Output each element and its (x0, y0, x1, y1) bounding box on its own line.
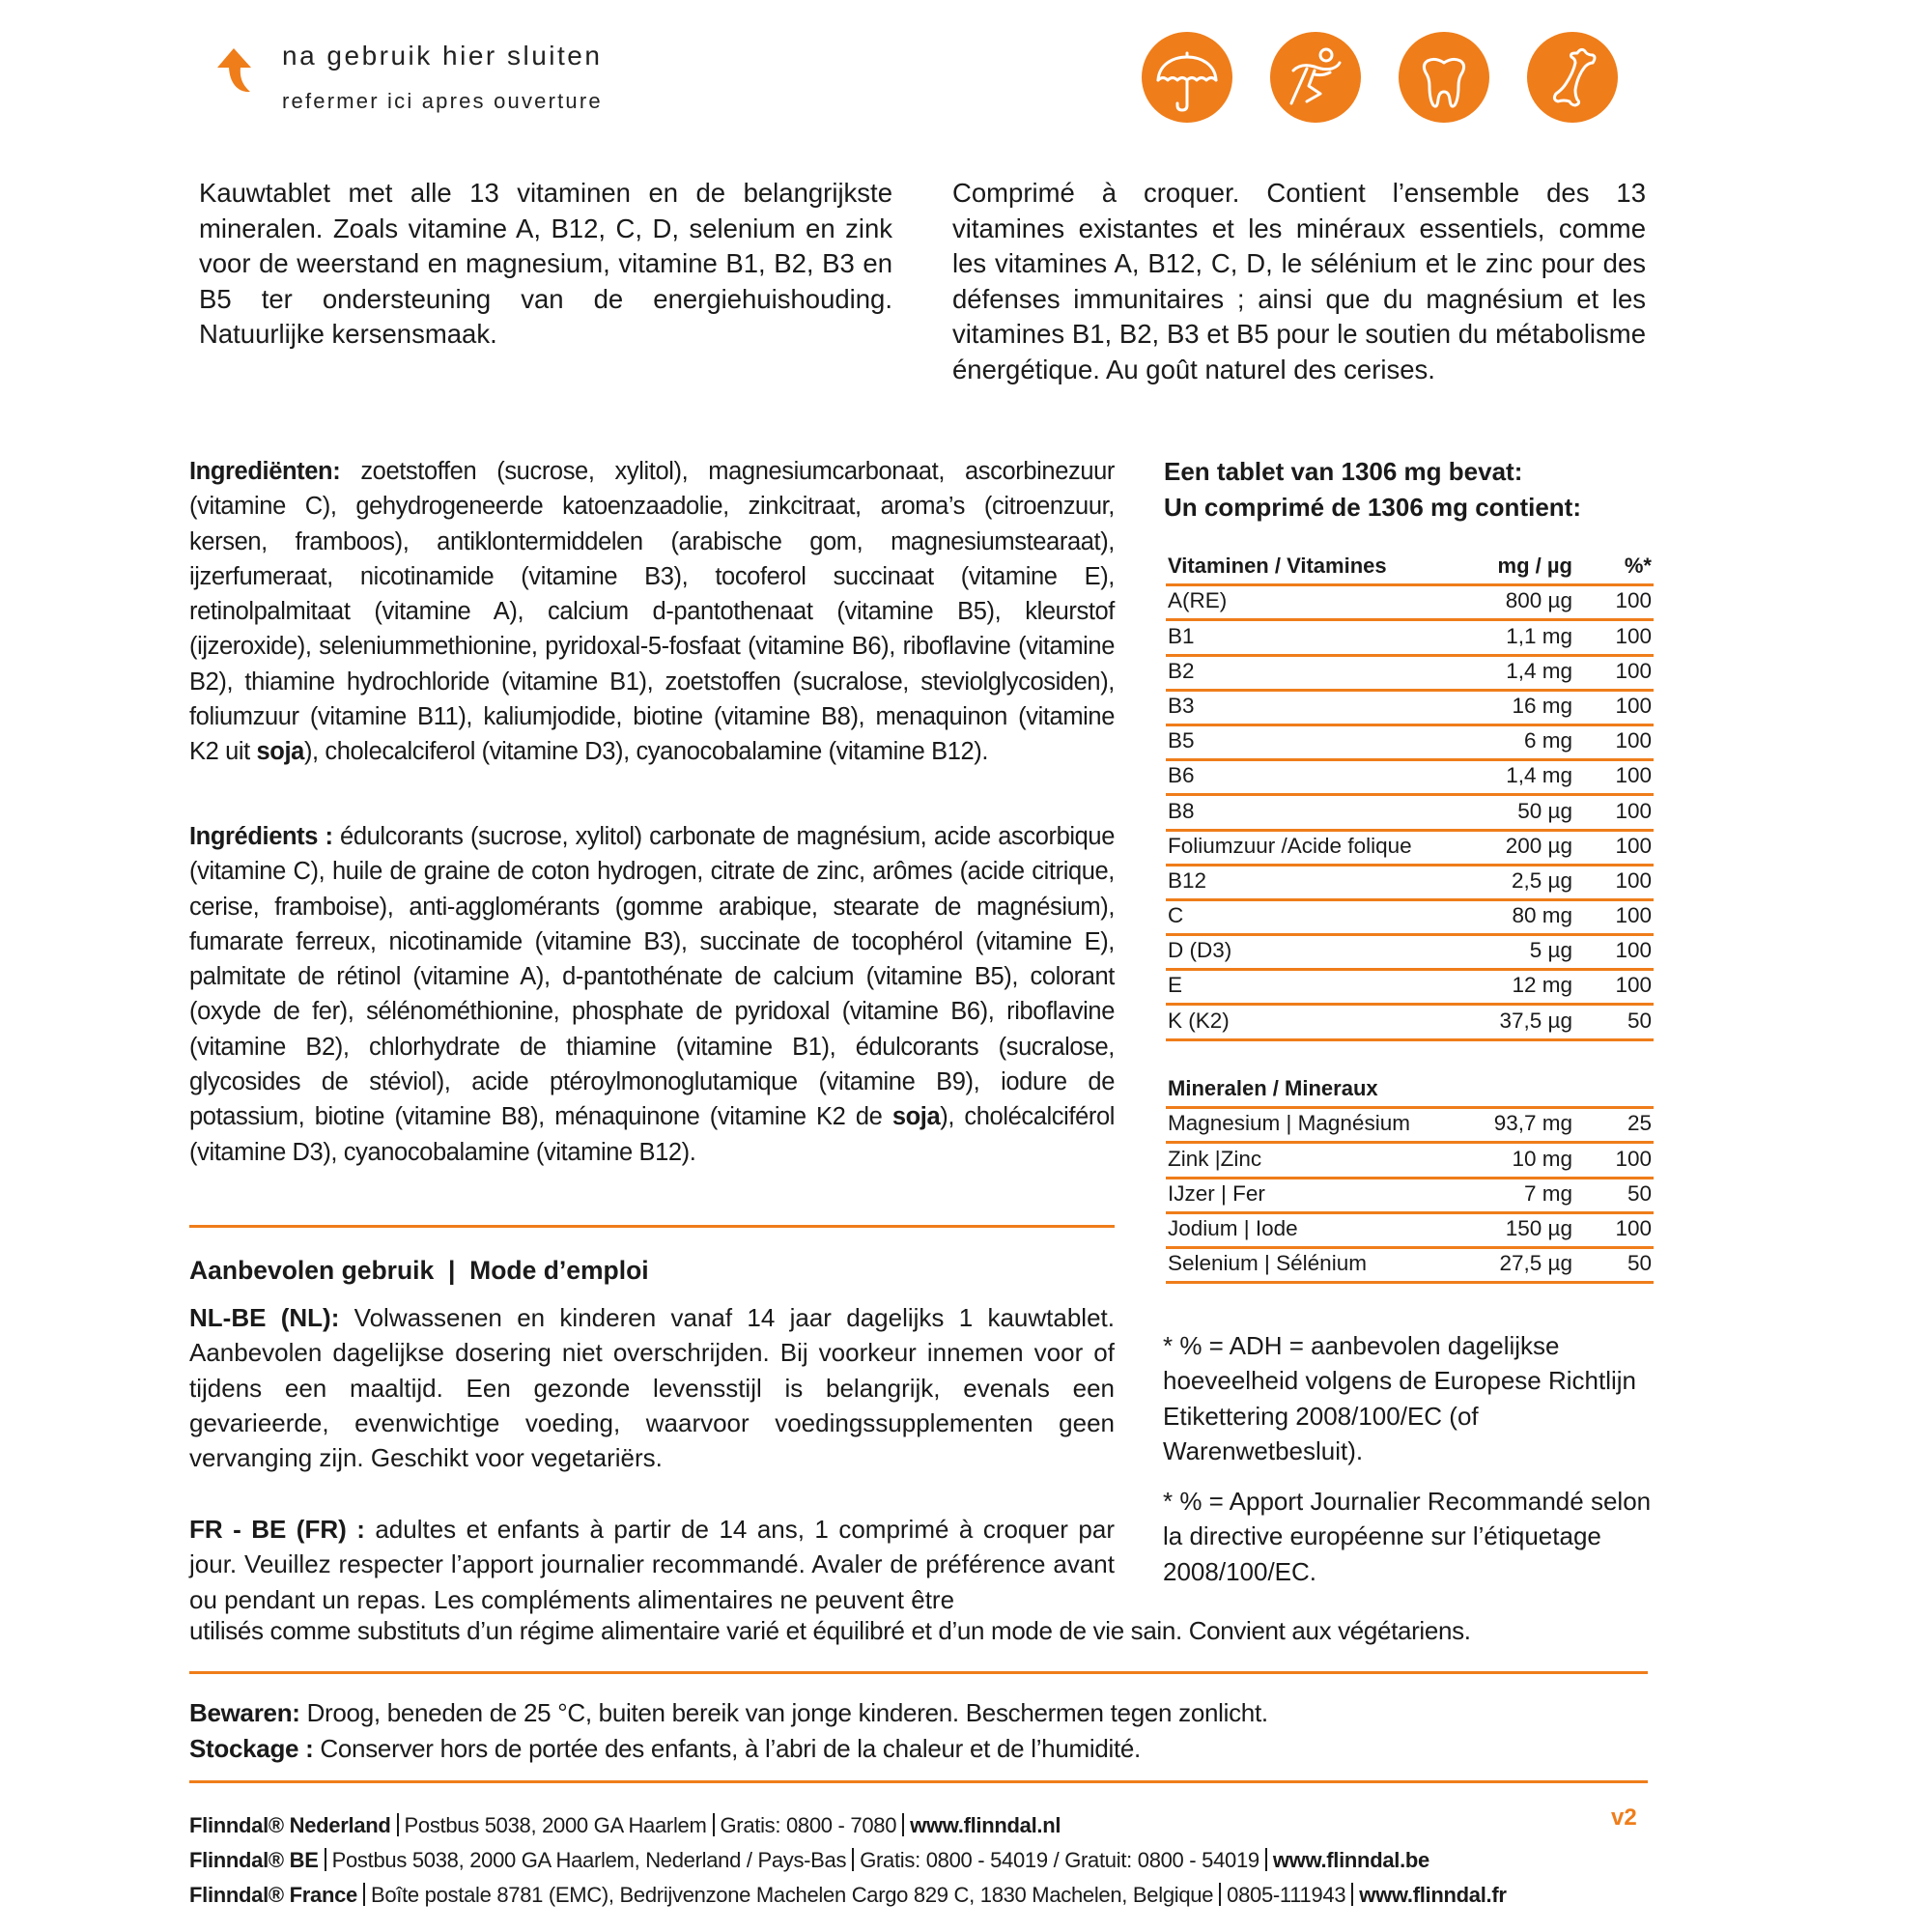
product-description-fr: Comprimé à croquer. Contient l’ensemble des 13 vitamines existantes et les minéraux essentiels, comme les vitamines A, B12, C, D, le sélénium et le zinc pour des défenses immunitaires ; ainsi que du magnésium et les vitamines B1, B2, B3 et B5 pour le soutien du métabolisme énergétique. Au goût naturel des cerises. (952, 178, 1646, 384)
nutrient-amount: 7 mg (1523, 1180, 1572, 1206)
ingredients-nl (189, 454, 1115, 770)
footnote-nl: * % = ADH = aanbevolen dagelijkse hoeveelheid volgens de Europese Richtlijn Etikettering 2008/100/EC (of Warenwetbesluit). (1163, 1331, 1636, 1465)
nutrient-amount: 16 mg (1512, 693, 1572, 718)
nutrient-name: B2 (1168, 658, 1195, 683)
nutrient-percent: 100 (1615, 623, 1652, 648)
vitamin-row (1166, 761, 1654, 796)
company-name: Flinndal® BE (189, 1848, 319, 1872)
nutrient-amount: 10 mg (1512, 1146, 1572, 1171)
nutrient-name: D (D3) (1168, 938, 1232, 963)
vitamin-row (1166, 867, 1654, 901)
nutrient-percent: 100 (1615, 1146, 1652, 1171)
nutrient-name: Zink |Zinc (1168, 1146, 1262, 1171)
nutrient-amount: 1,4 mg (1506, 763, 1572, 788)
footer-address-fr (189, 1883, 1507, 1908)
separator (363, 1883, 365, 1906)
column-header-amount: mg / µg (1497, 554, 1572, 579)
separator (902, 1813, 904, 1836)
allergen-soja-nl: soja (256, 738, 304, 766)
nutrition-title (1164, 454, 1581, 526)
usage-nl (189, 1300, 1115, 1475)
address-part: Gratis: 0800 - 54019 / Gratuit: 0800 - 54019 (860, 1848, 1259, 1872)
nutrient-amount: 27,5 µg (1499, 1251, 1572, 1276)
vitamin-row (1166, 621, 1654, 656)
separator (325, 1848, 326, 1871)
nutrient-percent: 100 (1615, 798, 1652, 823)
ingredients-nl-text-end: ), cholecalciferol (vitamine D3), cyanocobalamine (vitamine B12). (303, 738, 989, 766)
mineral-row (1166, 1179, 1654, 1214)
website-link[interactable]: www.flinndal.nl (910, 1813, 1061, 1837)
ingredients-fr-label: Ingrédients : (189, 823, 333, 850)
nutrient-percent: 100 (1615, 728, 1652, 753)
company-name: Flinndal® France (189, 1883, 357, 1907)
footer-address-nl (189, 1813, 1061, 1838)
divider (189, 1671, 1648, 1674)
website-link[interactable]: www.flinndal.be (1272, 1848, 1429, 1872)
bone-icon (1527, 32, 1618, 123)
ingredients-nl-text: zoetstoffen (sucrose, xylitol), magnesiumcarbonaat, ascorbinezuur (vitamine C), gehydrogeneerde katoenzaadolie, zinkcitraat, aroma’s (citroenzuur, kersen, framboos), antiklontermiddelen (arabische gom, magnesiumstearaat), ijzerfumeraat, nicotinamide (vitamine B3), tocoferol succinaat (vitamine E), retinolpalmitaat (vitamine A), calcium d-pantothenaat (vitamine B5), kleurstof (ijzeroxide), seleniummethionine, pyridoxal-5-fosfaat (vitamine B6), riboflavine (vitamine B2), thiamine hydrochloride (vitamine B1), zoetstoffen (sucralose, steviolglycosiden), foliumzuur (vitamine B11), kaliumjodide, biotine (vitamine B8), menaquinon (vitamine K2 uit (189, 458, 1115, 766)
close-instruction-fr: refermer ici apres ouverture (282, 89, 603, 113)
nutrient-amount: 800 µg (1505, 588, 1572, 613)
address-part: 0805-111943 (1227, 1883, 1346, 1907)
storage-fr (189, 1734, 1141, 1764)
nutrient-amount: 5 µg (1529, 938, 1572, 963)
vitamin-row (1166, 901, 1654, 936)
nutrient-amount: 6 mg (1523, 728, 1572, 753)
nutrition-title-nl: Een tablet van 1306 mg bevat: (1164, 457, 1523, 486)
nutrient-name: Magnesium | Magnésium (1168, 1111, 1410, 1136)
vitamin-row (1166, 1006, 1654, 1040)
address-part: Postbus 5038, 2000 GA Haarlem (404, 1813, 707, 1837)
usage-heading: Aanbevolen gebruik | Mode d’emploi (189, 1256, 649, 1285)
nutrient-amount: 80 mg (1512, 903, 1572, 928)
usage-nl-text: Volwassenen en kinderen vanaf 14 jaar dagelijks 1 kauwtablet. Aanbevolen dagelijkse dosering niet overschrijden. Bij voorkeur innemen voor of tijdens een maaltijd. Een gezonde levensstijl is belangrijk, evenals een gevarieerde, evenwichtige voeding, waarvoor voedingssupplementen geen vervanging zijn. Geschikt voor vegetariërs. (189, 1303, 1115, 1473)
divider (189, 1225, 1115, 1228)
company-name: Flinndal® Nederland (189, 1813, 391, 1837)
allergen-soja-fr: soja (891, 1103, 941, 1131)
nutrient-name: E (1168, 973, 1183, 998)
vitamin-row (1166, 692, 1654, 726)
nutrient-name: B12 (1168, 867, 1207, 893)
separator (1265, 1848, 1267, 1871)
nutrient-percent: 100 (1615, 973, 1652, 998)
nutrient-amount: 2,5 µg (1511, 867, 1572, 893)
nutrient-name: B5 (1168, 728, 1195, 753)
column-header-percent: %* (1624, 554, 1652, 579)
separator (1351, 1883, 1353, 1906)
footer-address-be (189, 1848, 1429, 1873)
tooth-icon (1399, 32, 1489, 123)
close-here-arrow-icon (214, 46, 253, 97)
storage-nl (189, 1698, 1268, 1728)
mineral-row (1166, 1214, 1654, 1249)
nutrient-name: B6 (1168, 763, 1195, 788)
nutrient-name: K (K2) (1168, 1008, 1230, 1033)
nutrient-percent: 100 (1615, 867, 1652, 893)
usage-fr (189, 1512, 1115, 1617)
ingredients-fr-text-end: ), cholécalciférol (vitamine D3), cyanocobalamine (vitamine B12). (189, 1103, 1116, 1166)
ingredients-fr (189, 819, 1115, 1170)
mineral-row (1166, 1249, 1654, 1284)
nutrient-name: Foliumzuur /Acide folique (1168, 833, 1412, 858)
separator (713, 1813, 715, 1836)
nutrient-name: C (1168, 903, 1184, 928)
address-part: Gratis: 0800 - 7080 (720, 1813, 897, 1837)
running-person-icon (1270, 32, 1361, 123)
nutrient-percent: 50 (1627, 1008, 1652, 1033)
vitamins-table-header (1166, 552, 1654, 586)
website-link[interactable]: www.flinndal.fr (1359, 1883, 1507, 1907)
column-header-name: Mineralen / Mineraux (1168, 1076, 1378, 1101)
usage-fr-continued: utilisés comme substituts d’un régime alimentaire varié et équilibré et d’un mode de vie sain. Convient aux végétariens. (189, 1616, 1471, 1645)
nutrient-percent: 100 (1615, 658, 1652, 683)
separator (1219, 1883, 1221, 1906)
vitamin-row (1166, 657, 1654, 692)
vitamin-row (1166, 832, 1654, 867)
nutrient-name: B3 (1168, 693, 1195, 718)
close-instruction-nl: na gebruik hier sluiten (282, 41, 603, 71)
storage-fr-label: Stockage : (189, 1734, 314, 1763)
ingredients-nl-label: Ingrediënten: (189, 458, 341, 485)
nutrient-amount: 150 µg (1505, 1215, 1572, 1240)
minerals-table (1166, 1074, 1654, 1284)
nutrient-name: Selenium | Sélénium (1168, 1251, 1367, 1276)
storage-nl-label: Bewaren: (189, 1698, 300, 1727)
footnote-fr: * % = Apport Journalier Recommandé selon la directive européenne sur l’étiquetage 2008/100/EC. (1163, 1487, 1652, 1586)
mineral-row (1166, 1109, 1654, 1144)
vitamins-table (1166, 552, 1654, 1041)
column-header-name: Vitaminen / Vitamines (1168, 554, 1387, 579)
nutrient-name: Jodium | Iode (1168, 1215, 1298, 1240)
nutrition-title-fr: Un comprimé de 1306 mg contient: (1164, 493, 1581, 522)
nutrient-percent: 100 (1615, 903, 1652, 928)
nutrient-name: B8 (1168, 798, 1195, 823)
nutrient-amount: 1,1 mg (1506, 623, 1572, 648)
vitamin-row (1166, 726, 1654, 761)
version-label: v2 (1611, 1804, 1637, 1831)
separator (852, 1848, 854, 1871)
nutrient-amount: 12 mg (1512, 973, 1572, 998)
nutrient-amount: 50 µg (1517, 798, 1572, 823)
nutrient-name: B1 (1168, 623, 1195, 648)
storage-fr-text: Conserver hors de portée des enfants, à l’abri de la chaleur et de l’humidité. (313, 1734, 1141, 1763)
mineral-row (1166, 1144, 1654, 1179)
storage-nl-text: Droog, beneden de 25 °C, buiten bereik van jonge kinderen. Beschermen tegen zonlicht. (299, 1698, 1268, 1727)
vitamin-row (1166, 971, 1654, 1006)
nutrient-name: A(RE) (1168, 588, 1228, 613)
usage-nl-label: NL-BE (NL): (189, 1303, 340, 1332)
nutrient-percent: 100 (1615, 588, 1652, 613)
nutrient-percent: 100 (1615, 1215, 1652, 1240)
nutrient-percent: 50 (1627, 1180, 1652, 1206)
product-description-nl: Kauwtablet met alle 13 vitaminen en de belangrijkste mineralen. Zoals vitamine A, B12, C, D, selenium en zink voor de weerstand en magnesium, vitamine B1, B2, B3 en B5 ter ondersteuning van de energiehuishouding. Natuurlijke kersensmaak. (199, 178, 892, 349)
vitamin-row (1166, 586, 1654, 621)
nutrient-percent: 100 (1615, 693, 1652, 718)
divider (189, 1780, 1648, 1783)
umbrella-icon (1142, 32, 1232, 123)
nutrient-name: IJzer | Fer (1168, 1180, 1265, 1206)
nutrient-percent: 100 (1615, 833, 1652, 858)
nutrient-percent: 50 (1627, 1251, 1652, 1276)
nutrient-percent: 100 (1615, 763, 1652, 788)
address-part: Boîte postale 8781 (EMC), Bedrijvenzone Machelen Cargo 829 C, 1830 Machelen, Belgique (371, 1883, 1214, 1907)
usage-fr-label: FR - BE (FR) : (189, 1515, 365, 1544)
usage-fr-text: adultes et enfants à partir de 14 ans, 1 comprimé à croquer par jour. Veuillez respecter l’apport journalier recommandé. Avaler de préférence avant ou pendant un repas. Les compléments alimentaires ne peuvent être (189, 1515, 1115, 1614)
nutrient-amount: 200 µg (1505, 833, 1572, 858)
nutrient-amount: 93,7 mg (1493, 1111, 1572, 1136)
minerals-table-header (1166, 1074, 1654, 1109)
nutrient-amount: 37,5 µg (1499, 1008, 1572, 1033)
address-part: Postbus 5038, 2000 GA Haarlem, Nederland / Pays-Bas (331, 1848, 847, 1872)
nutrient-percent: 100 (1615, 938, 1652, 963)
nutrient-amount: 1,4 mg (1506, 658, 1572, 683)
vitamin-row (1166, 796, 1654, 831)
separator (397, 1813, 399, 1836)
nutrient-percent: 25 (1627, 1111, 1652, 1136)
ingredients-fr-text: édulcorants (sucrose, xylitol) carbonate de magnésium, acide ascorbique (vitamine C), huile de graine de coton hydrogen, citrate de zinc, arômes (acide citrique, cerise, framboise), anti-agglomérants (gomme arabique, stearate de magnésium), fumarate ferreux, nicotinamide (vitamine B3), succinate de tocophérol (vitamine E), palmitate de rétinol (vitamine A), d-pantothénate de calcium (vitamine B5), colorant (oxyde de fer), sélénométhionine, phosphate de pyridoxal (vitamine B6), riboflavine (vitamine B2), chlorhydrate de thiamine (vitamine B1), édulcorants (sucralose, glycosides de stéviol), acide ptéroylmonoglutamique (vitamine B9), iodure de potassium, biotine (vitamine B8), ménaquinone (vitamine K2 de (189, 823, 1115, 1131)
vitamin-row (1166, 936, 1654, 971)
